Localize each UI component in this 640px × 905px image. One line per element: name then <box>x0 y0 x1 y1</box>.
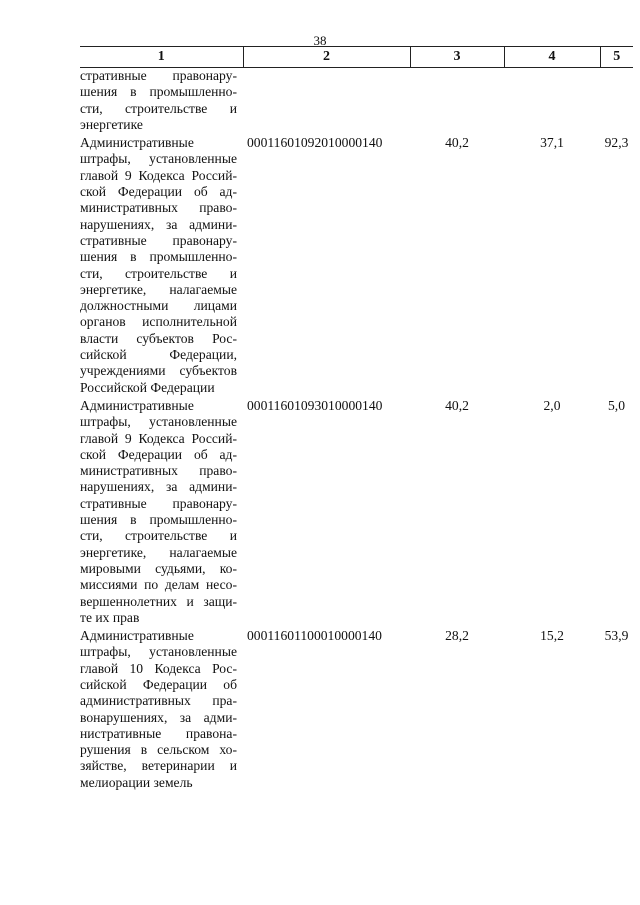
description-line: Административные <box>80 397 194 413</box>
table-header-row <box>80 47 633 68</box>
description-line: нарушениях, за админи- <box>80 216 237 232</box>
description-line: мелиорации земель <box>80 774 193 790</box>
page-number: 38 <box>313 33 327 48</box>
description-line: ской Федерации об ад- <box>80 184 237 200</box>
description-line: зяйстве, ветеринарии и <box>80 758 237 774</box>
column-header-1: 1 <box>80 47 243 68</box>
description-line: нарушениях, за админи- <box>80 479 237 495</box>
row-code: 00011601093010000140 <box>247 397 383 413</box>
description-line: стративные правонару- <box>80 68 237 83</box>
description-line: учреждениями субъектов <box>80 363 237 379</box>
row-value-5: 92,3 <box>604 135 629 151</box>
column-header-3: 3 <box>410 47 504 68</box>
description-line: главой 9 Кодекса Россий- <box>80 430 237 446</box>
row-description <box>80 398 243 626</box>
description-line: Российской Федерации <box>80 379 215 395</box>
row-value-4: 15,2 <box>540 628 564 644</box>
description-line: стративные правонару- <box>80 495 237 511</box>
table-row <box>80 628 633 791</box>
description-line: власти субъектов Рос- <box>80 330 237 346</box>
description-line: штрафы, установленные <box>80 151 237 167</box>
column-header-5: 5 <box>600 47 633 68</box>
description-line: сийской Федерации об <box>80 676 237 692</box>
description-line: главой 10 Кодекса Рос- <box>80 660 237 676</box>
description-line: Административные <box>80 135 194 151</box>
description-line: шения в промышленно- <box>80 84 237 100</box>
description-line: те их прав <box>80 609 140 625</box>
description-line: ской Федерации об ад- <box>80 446 237 462</box>
description-line: штрафы, установленные <box>80 414 237 430</box>
row-description <box>80 68 243 134</box>
description-line: вонарушениях, за адми- <box>80 709 237 725</box>
column-header-4: 4 <box>504 47 600 68</box>
description-line: должностными лицами <box>80 298 237 314</box>
description-line: административных пра- <box>80 693 237 709</box>
column-header-2: 2 <box>243 47 410 68</box>
description-line: сти, строительстве и <box>80 265 237 281</box>
description-line: энергетике <box>80 116 143 132</box>
description-line: вершеннолетних и защи- <box>80 593 237 609</box>
row-value-4: 2,0 <box>543 397 561 413</box>
row-value-3: 28,2 <box>445 628 469 644</box>
description-line: шения в промышленно- <box>80 512 237 528</box>
row-value-3: 40,2 <box>445 397 469 413</box>
description-line: органов исполнительной <box>80 314 237 330</box>
description-line: мировыми судьями, ко- <box>80 560 237 576</box>
description-line: сийской Федерации, <box>80 347 237 363</box>
description-line: рушения в сельском хо- <box>80 742 237 758</box>
row-description <box>80 135 243 396</box>
table-row <box>80 398 633 626</box>
description-line: миссиями по делам несо- <box>80 577 237 593</box>
description-line: главой 9 Кодекса Россий- <box>80 167 237 183</box>
row-code: 00011601100010000140 <box>247 628 382 644</box>
description-line: штрафы, установленные <box>80 644 237 660</box>
row-value-5: 5,0 <box>608 397 625 413</box>
row-value-5: 53,9 <box>604 628 629 644</box>
description-line: министративных право- <box>80 463 237 479</box>
description-line: сти, строительстве и <box>80 100 237 116</box>
description-line: министративных право- <box>80 200 237 216</box>
description-line: сти, строительстве и <box>80 528 237 544</box>
row-code: 00011601092010000140 <box>247 135 383 151</box>
row-value-4: 37,1 <box>540 135 564 151</box>
description-line: Административные <box>80 628 194 644</box>
description-line: нистративные правона- <box>80 725 237 741</box>
row-value-3: 40,2 <box>445 135 469 151</box>
description-line: энергетике, налагаемые <box>80 544 237 560</box>
description-line: энергетике, налагаемые <box>80 281 237 297</box>
description-line: шения в промышленно- <box>80 249 237 265</box>
row-description <box>80 628 243 791</box>
table-row-continued <box>80 68 633 134</box>
table-row <box>80 135 633 396</box>
revenue-table <box>80 46 633 791</box>
description-line: стративные правонару- <box>80 232 237 248</box>
